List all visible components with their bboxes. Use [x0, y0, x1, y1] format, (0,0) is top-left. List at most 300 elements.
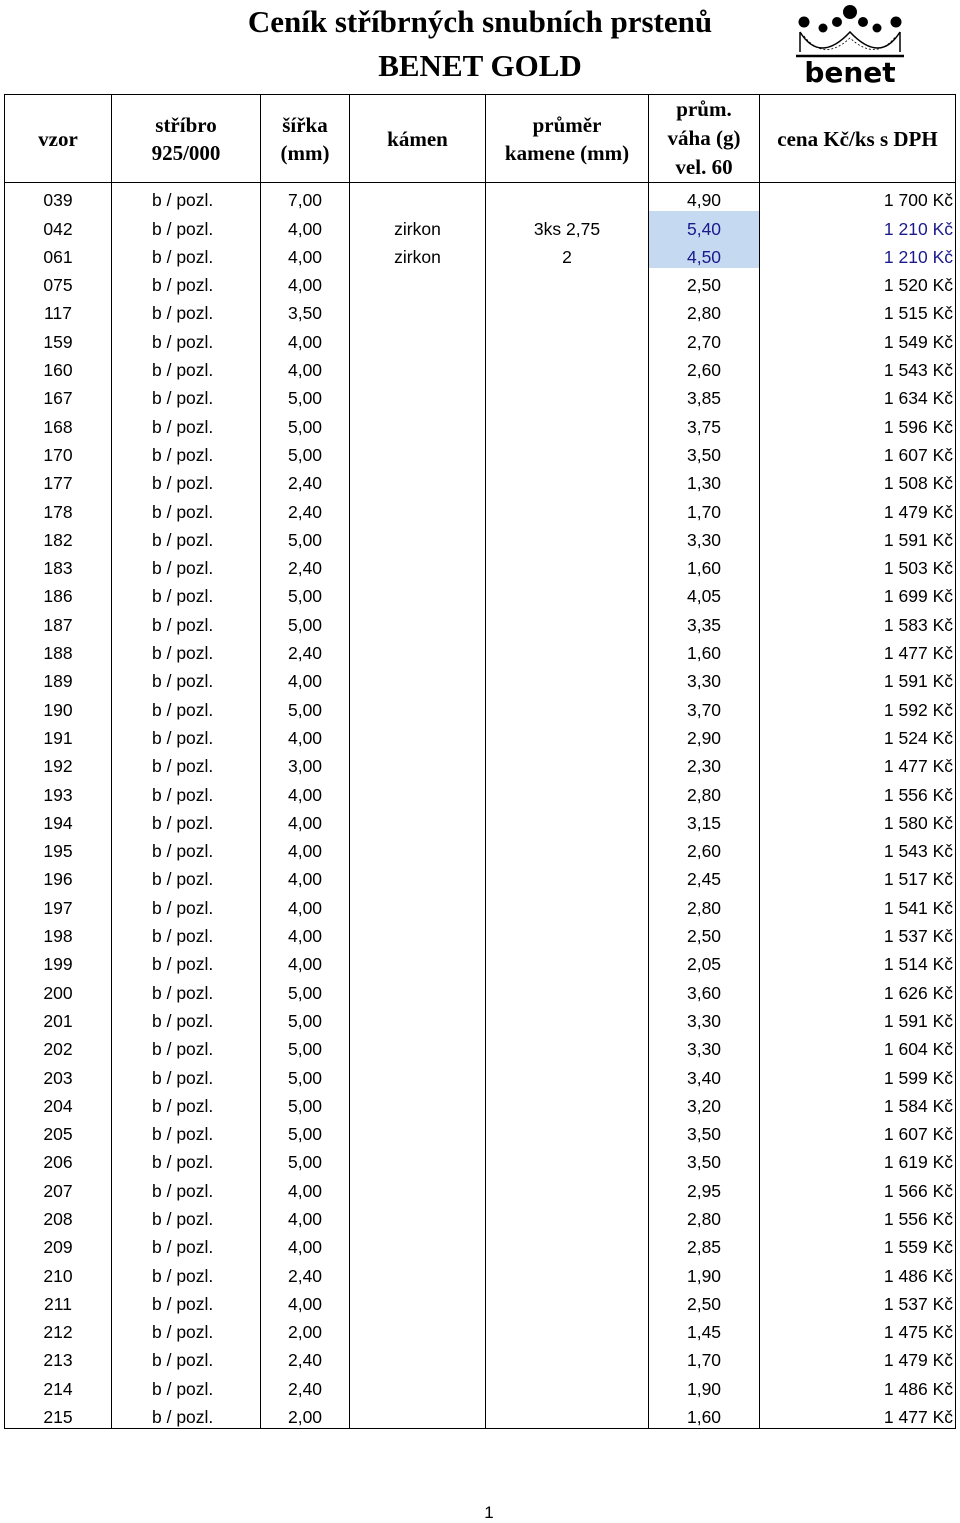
cell-sirka: 4,00: [261, 721, 350, 749]
cell-sirka: 5,00: [261, 1032, 350, 1060]
table-row: [5, 1089, 956, 1117]
cell-vzor: 213: [5, 1343, 112, 1371]
cell-kamen: [350, 1060, 486, 1088]
page-subtitle: BENET GOLD: [378, 48, 582, 83]
cell-cena: 1 591 Kč: [760, 523, 956, 551]
table-header-row: [5, 95, 956, 183]
cell-vaha: 2,30: [649, 749, 760, 777]
cell-vaha: 3,50: [649, 438, 760, 466]
cell-cena: 1 514 Kč: [760, 947, 956, 975]
cell-vaha: 3,30: [649, 664, 760, 692]
cell-vzor: 198: [5, 919, 112, 947]
cell-sirka: 4,00: [261, 834, 350, 862]
cell-stribro: b / pozl.: [112, 1089, 261, 1117]
cell-sirka: 2,40: [261, 551, 350, 579]
cell-vaha: 2,80: [649, 890, 760, 918]
table-row: [5, 211, 956, 239]
cell-cena: 1 634 Kč: [760, 381, 956, 409]
cell-sirka: 4,00: [261, 1230, 350, 1258]
cell-cena: 1 556 Kč: [760, 777, 956, 805]
cell-kamen: [350, 1032, 486, 1060]
cell-stribro: b / pozl.: [112, 1032, 261, 1060]
header-kamen: kámen: [350, 95, 486, 183]
table-row: [5, 381, 956, 409]
cell-vaha: 1,70: [649, 494, 760, 522]
cell-cena: 1 541 Kč: [760, 890, 956, 918]
cell-kamen: zirkon: [350, 240, 486, 268]
cell-vzor: 177: [5, 466, 112, 494]
cell-kamen: [350, 721, 486, 749]
cell-sirka: 2,40: [261, 636, 350, 664]
cell-sirka: 5,00: [261, 1117, 350, 1145]
cell-stribro: b / pozl.: [112, 975, 261, 1003]
cell-vaha: 2,95: [649, 1173, 760, 1201]
cell-vzor: 187: [5, 607, 112, 635]
cell-vaha: 3,85: [649, 381, 760, 409]
cell-kamen: [350, 1371, 486, 1399]
cell-cena: 1 486 Kč: [760, 1258, 956, 1286]
cell-sirka: 2,40: [261, 494, 350, 522]
cell-stribro: b / pozl.: [112, 579, 261, 607]
cell-prumer-kamene: [486, 1371, 649, 1399]
header-sirka: šířka (mm): [261, 95, 350, 183]
table-row: [5, 353, 956, 381]
price-table: [4, 94, 956, 1429]
cell-cena: 1 508 Kč: [760, 466, 956, 494]
cell-vaha: 3,75: [649, 409, 760, 437]
cell-kamen: [350, 636, 486, 664]
cell-prumer-kamene: [486, 353, 649, 381]
cell-vaha: 3,20: [649, 1089, 760, 1117]
table-row: [5, 1315, 956, 1343]
cell-stribro: b / pozl.: [112, 324, 261, 352]
cell-stribro: b / pozl.: [112, 636, 261, 664]
cell-sirka: 5,00: [261, 1089, 350, 1117]
cell-vzor: 195: [5, 834, 112, 862]
cell-vzor: 191: [5, 721, 112, 749]
cell-vaha: 3,70: [649, 692, 760, 720]
cell-stribro: b / pozl.: [112, 268, 261, 296]
cell-cena: 1 520 Kč: [760, 268, 956, 296]
cell-sirka: 2,00: [261, 1400, 350, 1429]
cell-sirka: 5,00: [261, 1060, 350, 1088]
cell-vzor: 196: [5, 862, 112, 890]
cell-vzor: 200: [5, 975, 112, 1003]
cell-vzor: 212: [5, 1315, 112, 1343]
table-row: [5, 1145, 956, 1173]
cell-cena: 1 517 Kč: [760, 862, 956, 890]
cell-sirka: 4,00: [261, 890, 350, 918]
cell-prumer-kamene: [486, 551, 649, 579]
cell-sirka: 5,00: [261, 975, 350, 1003]
cell-cena: 1 515 Kč: [760, 296, 956, 324]
cell-sirka: 2,40: [261, 466, 350, 494]
cell-cena: 1 619 Kč: [760, 1145, 956, 1173]
cell-vzor: 168: [5, 409, 112, 437]
cell-cena: 1 591 Kč: [760, 664, 956, 692]
cell-kamen: [350, 1400, 486, 1429]
table-row: [5, 664, 956, 692]
table-row: [5, 777, 956, 805]
table-row: [5, 494, 956, 522]
cell-vzor: 203: [5, 1060, 112, 1088]
table-row: [5, 636, 956, 664]
cell-cena: 1 549 Kč: [760, 324, 956, 352]
cell-kamen: [350, 296, 486, 324]
table-row: [5, 1032, 956, 1060]
cell-vzor: 160: [5, 353, 112, 381]
cell-stribro: b / pozl.: [112, 947, 261, 975]
table-row: [5, 409, 956, 437]
cell-prumer-kamene: [486, 890, 649, 918]
cell-vzor: 186: [5, 579, 112, 607]
table-row: [5, 183, 956, 212]
table-row: [5, 607, 956, 635]
table-row: [5, 466, 956, 494]
cell-prumer-kamene: [486, 409, 649, 437]
cell-cena: 1 580 Kč: [760, 806, 956, 834]
cell-cena: 1 477 Kč: [760, 636, 956, 664]
cell-kamen: [350, 975, 486, 1003]
cell-sirka: 4,00: [261, 862, 350, 890]
cell-kamen: [350, 1258, 486, 1286]
table-row: [5, 523, 956, 551]
cell-kamen: [350, 353, 486, 381]
cell-cena: 1 479 Kč: [760, 494, 956, 522]
cell-kamen: [350, 1145, 486, 1173]
cell-vzor: 205: [5, 1117, 112, 1145]
cell-prumer-kamene: 2: [486, 240, 649, 268]
cell-sirka: 5,00: [261, 381, 350, 409]
cell-kamen: [350, 494, 486, 522]
cell-kamen: [350, 466, 486, 494]
cell-stribro: b / pozl.: [112, 664, 261, 692]
cell-vaha: 3,30: [649, 523, 760, 551]
cell-prumer-kamene: [486, 1089, 649, 1117]
cell-cena: 1 210 Kč: [760, 211, 956, 239]
table-row: [5, 890, 956, 918]
cell-vaha: 2,50: [649, 919, 760, 947]
cell-sirka: 3,50: [261, 296, 350, 324]
cell-sirka: 5,00: [261, 1004, 350, 1032]
cell-prumer-kamene: [486, 579, 649, 607]
cell-cena: 1 599 Kč: [760, 1060, 956, 1088]
cell-cena: 1 503 Kč: [760, 551, 956, 579]
cell-stribro: b / pozl.: [112, 183, 261, 212]
cell-cena: 1 592 Kč: [760, 692, 956, 720]
cell-prumer-kamene: [486, 664, 649, 692]
cell-prumer-kamene: [486, 1145, 649, 1173]
cell-kamen: [350, 947, 486, 975]
cell-prumer-kamene: [486, 862, 649, 890]
cell-kamen: [350, 324, 486, 352]
cell-kamen: [350, 268, 486, 296]
cell-kamen: [350, 551, 486, 579]
cell-vaha: 1,60: [649, 551, 760, 579]
cell-vzor: 190: [5, 692, 112, 720]
cell-vaha: 2,80: [649, 1202, 760, 1230]
cell-prumer-kamene: [486, 1258, 649, 1286]
cell-kamen: [350, 579, 486, 607]
cell-cena: 1 477 Kč: [760, 749, 956, 777]
cell-sirka: 4,00: [261, 777, 350, 805]
cell-prumer-kamene: [486, 1173, 649, 1201]
cell-vaha: 3,15: [649, 806, 760, 834]
cell-sirka: 3,00: [261, 749, 350, 777]
cell-kamen: [350, 777, 486, 805]
table-row: [5, 749, 956, 777]
cell-vaha: 3,40: [649, 1060, 760, 1088]
cell-cena: 1 583 Kč: [760, 607, 956, 635]
cell-vzor: 210: [5, 1258, 112, 1286]
benet-logo: [790, 2, 910, 88]
cell-cena: 1 537 Kč: [760, 1287, 956, 1315]
cell-cena: 1 607 Kč: [760, 1117, 956, 1145]
cell-vaha: 3,50: [649, 1117, 760, 1145]
cell-stribro: b / pozl.: [112, 1230, 261, 1258]
cell-vzor: 183: [5, 551, 112, 579]
cell-vzor: 208: [5, 1202, 112, 1230]
cell-prumer-kamene: [486, 947, 649, 975]
cell-stribro: b / pozl.: [112, 806, 261, 834]
table-row: [5, 324, 956, 352]
cell-prumer-kamene: [486, 381, 649, 409]
cell-vzor: 167: [5, 381, 112, 409]
cell-prumer-kamene: [486, 324, 649, 352]
cell-sirka: 2,40: [261, 1343, 350, 1371]
header-cena: cena Kč/ks s DPH: [760, 95, 956, 183]
cell-cena: 1 486 Kč: [760, 1371, 956, 1399]
cell-kamen: [350, 1230, 486, 1258]
cell-stribro: b / pozl.: [112, 862, 261, 890]
cell-vzor: 207: [5, 1173, 112, 1201]
cell-kamen: [350, 523, 486, 551]
cell-kamen: [350, 438, 486, 466]
cell-prumer-kamene: [486, 692, 649, 720]
cell-stribro: b / pozl.: [112, 494, 261, 522]
cell-cena: 1 607 Kč: [760, 438, 956, 466]
cell-sirka: 5,00: [261, 1145, 350, 1173]
cell-kamen: [350, 1173, 486, 1201]
table-row: [5, 1060, 956, 1088]
cell-kamen: [350, 1287, 486, 1315]
cell-cena: 1 626 Kč: [760, 975, 956, 1003]
cell-sirka: 5,00: [261, 607, 350, 635]
cell-sirka: 4,00: [261, 806, 350, 834]
cell-vaha: 2,50: [649, 1287, 760, 1315]
table-row: [5, 947, 956, 975]
cell-vzor: 039: [5, 183, 112, 212]
cell-stribro: b / pozl.: [112, 749, 261, 777]
cell-stribro: b / pozl.: [112, 777, 261, 805]
cell-kamen: [350, 890, 486, 918]
cell-vaha: 2,50: [649, 268, 760, 296]
cell-sirka: 5,00: [261, 692, 350, 720]
page-title: Ceník stříbrných snubních prstenů: [247, 4, 713, 39]
cell-stribro: b / pozl.: [112, 1315, 261, 1343]
cell-cena: 1 699 Kč: [760, 579, 956, 607]
cell-sirka: 4,00: [261, 240, 350, 268]
cell-kamen: [350, 919, 486, 947]
logo-text: benet: [804, 56, 896, 88]
cell-vaha: 2,80: [649, 296, 760, 324]
cell-vzor: 061: [5, 240, 112, 268]
cell-vaha: 2,90: [649, 721, 760, 749]
cell-kamen: [350, 1004, 486, 1032]
cell-sirka: 5,00: [261, 523, 350, 551]
table-row: [5, 1371, 956, 1399]
cell-vzor: 189: [5, 664, 112, 692]
table-row: [5, 862, 956, 890]
cell-cena: 1 475 Kč: [760, 1315, 956, 1343]
cell-vzor: 209: [5, 1230, 112, 1258]
cell-stribro: b / pozl.: [112, 1287, 261, 1315]
cell-sirka: 4,00: [261, 1173, 350, 1201]
cell-stribro: b / pozl.: [112, 409, 261, 437]
table-row: [5, 1343, 956, 1371]
cell-stribro: b / pozl.: [112, 834, 261, 862]
table-row: [5, 721, 956, 749]
cell-prumer-kamene: [486, 268, 649, 296]
table-row: [5, 919, 956, 947]
cell-cena: 1 559 Kč: [760, 1230, 956, 1258]
cell-vaha: 5,40: [649, 211, 760, 239]
table-row: [5, 1230, 956, 1258]
cell-prumer-kamene: [486, 721, 649, 749]
cell-vzor: 188: [5, 636, 112, 664]
table-row: [5, 1173, 956, 1201]
cell-sirka: 4,00: [261, 324, 350, 352]
cell-prumer-kamene: [486, 749, 649, 777]
cell-kamen: [350, 1315, 486, 1343]
cell-stribro: b / pozl.: [112, 438, 261, 466]
cell-prumer-kamene: [486, 494, 649, 522]
cell-prumer-kamene: [486, 1343, 649, 1371]
cell-sirka: 5,00: [261, 579, 350, 607]
table-row: [5, 975, 956, 1003]
cell-sirka: 2,40: [261, 1371, 350, 1399]
table-row: [5, 268, 956, 296]
cell-prumer-kamene: [486, 466, 649, 494]
cell-stribro: b / pozl.: [112, 1145, 261, 1173]
cell-prumer-kamene: [486, 607, 649, 635]
cell-stribro: b / pozl.: [112, 919, 261, 947]
cell-vaha: 1,60: [649, 636, 760, 664]
table-row: [5, 438, 956, 466]
cell-kamen: [350, 1202, 486, 1230]
cell-kamen: [350, 749, 486, 777]
cell-stribro: b / pozl.: [112, 1371, 261, 1399]
cell-cena: 1 210 Kč: [760, 240, 956, 268]
cell-vzor: 215: [5, 1400, 112, 1429]
cell-prumer-kamene: [486, 1400, 649, 1429]
cell-vzor: 214: [5, 1371, 112, 1399]
cell-vzor: 211: [5, 1287, 112, 1315]
cell-vzor: 042: [5, 211, 112, 239]
table-row: [5, 1004, 956, 1032]
cell-cena: 1 543 Kč: [760, 834, 956, 862]
cell-vaha: 1,45: [649, 1315, 760, 1343]
cell-stribro: b / pozl.: [112, 1173, 261, 1201]
cell-cena: 1 566 Kč: [760, 1173, 956, 1201]
header-prumer-kamene: průměr kamene (mm): [486, 95, 649, 183]
cell-vaha: 1,90: [649, 1258, 760, 1286]
cell-stribro: b / pozl.: [112, 211, 261, 239]
table-row: [5, 1258, 956, 1286]
cell-cena: 1 477 Kč: [760, 1400, 956, 1429]
cell-vaha: 3,50: [649, 1145, 760, 1173]
cell-stribro: b / pozl.: [112, 1202, 261, 1230]
header-vaha: prům. váha (g) vel. 60: [649, 95, 760, 183]
cell-stribro: b / pozl.: [112, 1343, 261, 1371]
cell-stribro: b / pozl.: [112, 353, 261, 381]
table-row: [5, 834, 956, 862]
cell-cena: 1 479 Kč: [760, 1343, 956, 1371]
cell-vaha: 3,60: [649, 975, 760, 1003]
cell-vaha: 1,70: [649, 1343, 760, 1371]
page-number: 1: [484, 1503, 494, 1522]
cell-prumer-kamene: [486, 438, 649, 466]
cell-vzor: 192: [5, 749, 112, 777]
cell-vzor: 204: [5, 1089, 112, 1117]
cell-sirka: 4,00: [261, 268, 350, 296]
table-row: [5, 1202, 956, 1230]
cell-vaha: 2,45: [649, 862, 760, 890]
cell-vzor: 206: [5, 1145, 112, 1173]
cell-kamen: [350, 1089, 486, 1117]
cell-kamen: [350, 381, 486, 409]
cell-stribro: b / pozl.: [112, 692, 261, 720]
cell-sirka: 5,00: [261, 438, 350, 466]
cell-sirka: 4,00: [261, 1287, 350, 1315]
table-row: [5, 806, 956, 834]
cell-prumer-kamene: [486, 523, 649, 551]
cell-stribro: b / pozl.: [112, 607, 261, 635]
cell-stribro: b / pozl.: [112, 551, 261, 579]
cell-vaha: 2,60: [649, 353, 760, 381]
cell-cena: 1 543 Kč: [760, 353, 956, 381]
cell-stribro: b / pozl.: [112, 1400, 261, 1429]
cell-vzor: 178: [5, 494, 112, 522]
table-row: [5, 551, 956, 579]
table-row: [5, 692, 956, 720]
cell-kamen: [350, 409, 486, 437]
cell-vaha: 2,70: [649, 324, 760, 352]
table-row: [5, 579, 956, 607]
cell-sirka: 5,00: [261, 409, 350, 437]
cell-prumer-kamene: [486, 834, 649, 862]
cell-vzor: 193: [5, 777, 112, 805]
cell-vzor: 117: [5, 296, 112, 324]
cell-stribro: b / pozl.: [112, 381, 261, 409]
cell-sirka: 4,00: [261, 1202, 350, 1230]
cell-prumer-kamene: [486, 975, 649, 1003]
cell-sirka: 4,00: [261, 919, 350, 947]
cell-cena: 1 537 Kč: [760, 919, 956, 947]
cell-cena: 1 591 Kč: [760, 1004, 956, 1032]
table-row: [5, 1287, 956, 1315]
cell-kamen: [350, 607, 486, 635]
cell-vaha: 4,90: [649, 183, 760, 212]
cell-cena: 1 596 Kč: [760, 409, 956, 437]
cell-prumer-kamene: [486, 919, 649, 947]
cell-vaha: 2,60: [649, 834, 760, 862]
cell-sirka: 7,00: [261, 183, 350, 212]
cell-kamen: [350, 862, 486, 890]
cell-vaha: 3,30: [649, 1004, 760, 1032]
cell-stribro: b / pozl.: [112, 890, 261, 918]
cell-kamen: [350, 1343, 486, 1371]
